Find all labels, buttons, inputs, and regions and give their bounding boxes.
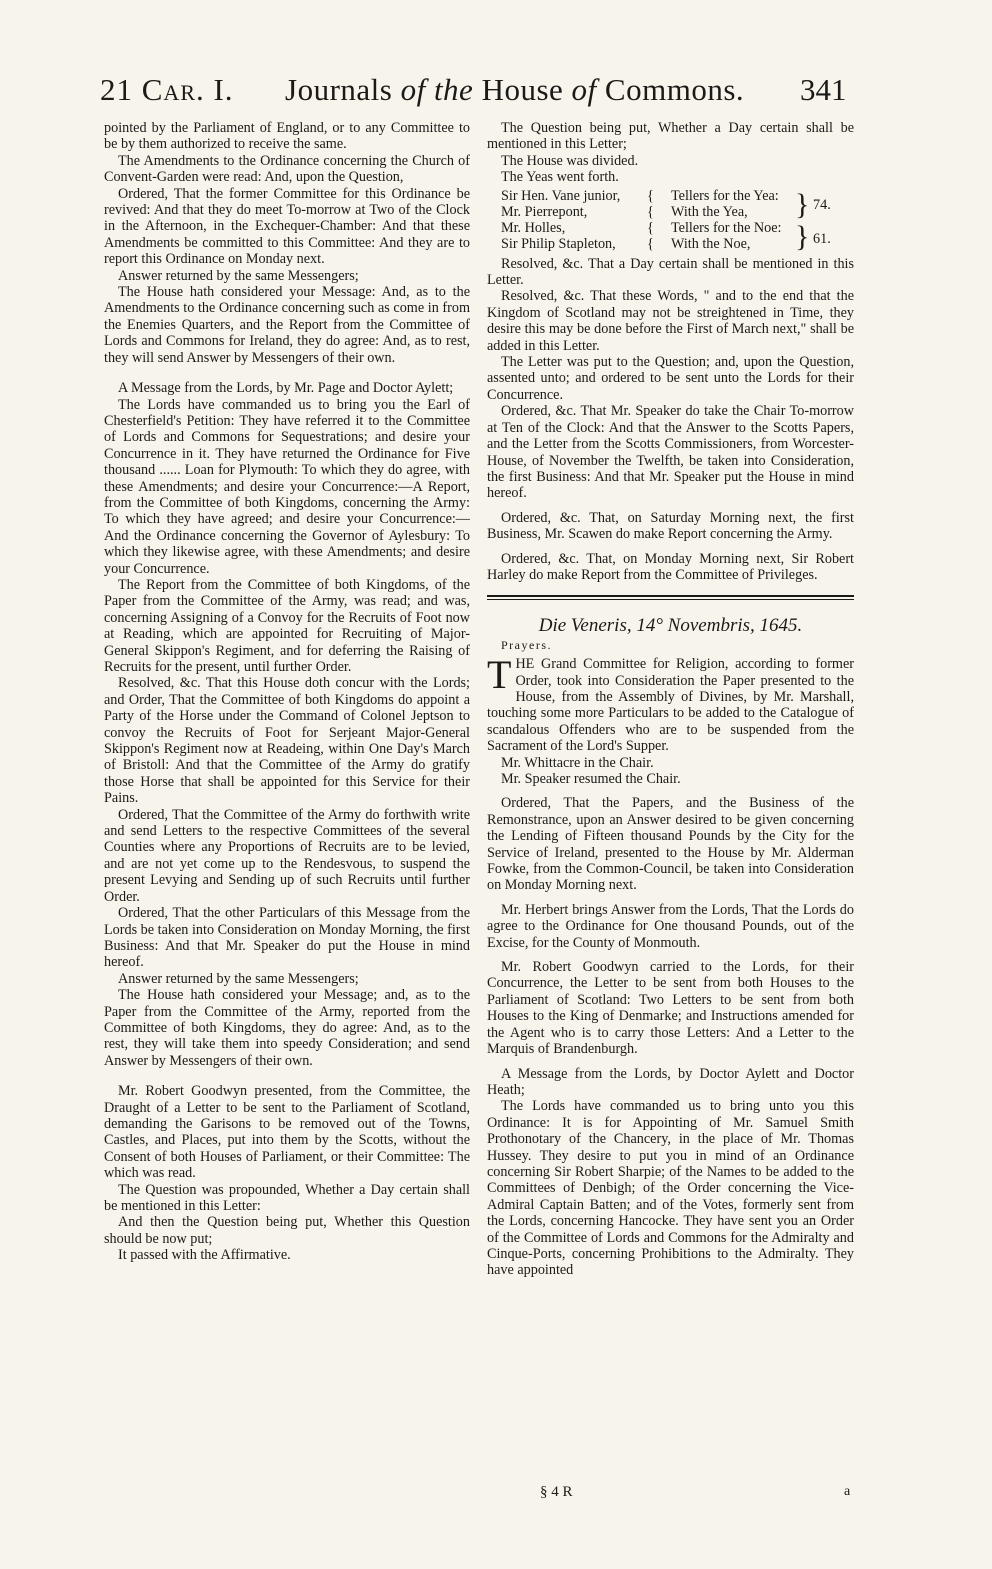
signature-mark: § 4 R [540, 1484, 573, 1500]
paragraph: It passed with the Affirmative. [118, 1247, 291, 1264]
left-column [104, 120, 470, 1264]
yea-count: 74. [813, 196, 831, 213]
paragraph: Resolved, &c. That this House doth concur with the Lords; and Order, That the Committee of both Kingdoms do appoint a Party of the Horse under the Command of Colonel Jeptson to convoy the Recruits of Foot for Serjeant Major-General Skippon's Regiment now at Readeing, within One Day's March of Bristoll: And that the Committee of the Army do gratify those Horse that shall be appointed for this Service for their Pains. [104, 675, 470, 807]
paragraph: Mr. Robert Goodwyn presented, from the Committee, the Draught of a Letter to be sent to the Parliament of Scotland, demanding the Garisons to be removed out of the Towns, Castles, and Places, put into them by the Scotts, without the Consent of both Houses of Parliament, or their Committee: The which was read. [104, 1083, 470, 1182]
paragraph: Resolved, &c. That a Day certain shall be mentioned in this Letter. [487, 255, 854, 289]
paragraph: Mr. Herbert brings Answer from the Lords, That the Lords do agree to the Ordinance for One thousand Pounds, out of the Excise, for the County of Monmouth. [487, 901, 854, 951]
paragraph: The House hath considered your Message; and, as to the Paper from the Committee of the Army, reported from the Committee of both Kingdoms, they do agree: And, as to the rest, they will take them into speedy Consideration; and send Answer by Messengers of their own. [104, 987, 470, 1069]
day-heading: Die Veneris, 14° Novembris, 1645. [538, 615, 803, 637]
prayers-label: Prayers. [501, 637, 552, 652]
paragraph: The Question being put, Whether a Day certain shall be mentioned in this Letter; [487, 120, 854, 153]
teller-name: Sir Philip Stapleton, [501, 235, 616, 252]
brace-icon: { [647, 203, 654, 220]
paragraph: Ordered, That the former Committee for this Ordinance be revived: And that they do meet To-morrow at Two of the Clock in the Afternoon, in the Exchequer-Chamber: And that these Amendments be committed to this Committee: And they are to report this Ordinance on Monday next. [104, 185, 470, 268]
paragraph: A Message from the Lords, by Doctor Aylett and Doctor Heath; [487, 1065, 854, 1098]
paragraph: The Lords have commanded us to bring unto you this Ordinance: It is for Appointing of Mr. Samuel Smith Prothonotary of the Chancery, in the place of Mr. Thomas Hussey. They desire to put you in mind of an Ordinance concerning Sir Robert Sharpie; of the Names to be added to the Committees of Denbigh; of the Order concerning the Vice-Admiral Captain Batten; and of the Votes, formerly sent from the Lords, concerning Hancocke. They have sent you an Order of the Committee of Lords and Commons for the Admiralty and Cinque-Ports, concerning Prohibitions to the Admiralty. They have appointed [487, 1098, 854, 1279]
paragraph: The Report from the Committee of both Kingdoms, of the Paper from the Committee of the Army, was read; and was, concerning Assigning of a Convoy for the Recruits of Foot now at Reading, which are appointed for Recruiting of Major-General Skippon's Regiment, and for deferring the Raising of Recruits for the present, until further Order. [104, 576, 470, 675]
paragraph: The Lords have commanded us to bring you the Earl of Chesterfield's Petition: They have referred it to the Committee of Lords and Commons for Sequestrations; and desire your Concurrence in it. They have returned the Ordinance for Five thousand ...... Loan for Plymouth: To which they do agree, with these Amendments; and desire your Concurrence:—A Report, from the Committee of both Kingdoms, concerning the Army: To which they have agreed; and desire your Concurrence:—And the Ordinance concerning the Governor of Aylesbury: To which they likewise agree, with these Amendments; and desire your Concurrence. [104, 396, 470, 577]
reign-label: 21 Car. I. [100, 72, 234, 107]
page-number: 341 [800, 72, 847, 107]
catchword: a [844, 1484, 851, 1499]
right-column [487, 120, 854, 1279]
paragraph: The Question was propounded, Whether a Day certain shall be mentioned in this Letter: [104, 1181, 470, 1214]
drop-capital: T [487, 652, 512, 698]
paragraph: Mr. Speaker resumed the Chair. [501, 771, 681, 787]
paragraph: Mr. Whittacre in the Chair. [501, 754, 654, 771]
paragraph: Ordered, That the Committee of the Army do forthwith write and send Letters to the respective Committees of the several Counties where any Proportions of Recruits are to be levied, and are not yet come up to the Rendesvous, to suspend the present Levying and Sending up of such Recruits until further Order. [104, 806, 470, 905]
paragraph: Resolved, &c. That these Words, " and to the end that the Kingdom of Scotland may not be streightened in Time, they desire this may be done before the First of March next," shall be added in this Letter. [487, 288, 854, 354]
paragraph: pointed by the Parliament of England, or to any Committee to be by them authorized to receive the same. [104, 120, 470, 153]
brace-icon: } [795, 219, 810, 253]
paragraph: THE Grand Committee for Religion, according to former Order, took into Consideration the Paper presented to the House, from the Assembly of Divines, by Mr. Marshall, touching some more Particulars to be added to the Catalogue of scandalous Offenders who are to be suspended from the Sacrament of the Lord's Supper. [487, 652, 854, 755]
paragraph: Ordered, &c. That Mr. Speaker do take the Chair To-morrow at Ten of the Clock: And that the Answer to the Scotts Papers, and the Letter from the Scotts Commissioners, from Worcester-House, of November the Twelfth, be taken into Consideration, the first Business: And that Mr. Speaker put the House in mind hereof. [487, 403, 854, 502]
section-divider [487, 595, 854, 600]
teller-name: Mr. Holles, [501, 219, 566, 236]
paragraph: And then the Question being put, Whether this Question should be now put; [104, 1214, 470, 1247]
page-header [100, 72, 860, 112]
teller-role: Tellers for the Yea: [671, 187, 779, 204]
division-tellers [487, 188, 854, 254]
teller-role: With the Yea, [671, 203, 748, 220]
brace-icon: { [647, 235, 654, 252]
paragraph: Mr. Robert Goodwyn carried to the Lords, for their Concurrence, the Letter to be sent from both Houses to the Parliament of Scotland: Two Letters to be sent from both Houses to the King of Denmarke; and Instructions amended for the Agent who is to carry those Letters: And a Letter to the Marquis of Brandenburgh. [487, 959, 854, 1058]
teller-name: Sir Hen. Vane junior, [501, 187, 621, 204]
paragraph: The Yeas went forth. [501, 169, 619, 186]
brace-icon: { [647, 187, 654, 204]
paragraph: A Message from the Lords, by Mr. Page and Doctor Aylett; [118, 380, 454, 397]
paragraph: Answer returned by the same Messengers; [118, 970, 359, 987]
noe-count: 61. [813, 230, 831, 247]
brace-icon: { [647, 219, 654, 236]
paragraph: The Letter was put to the Question; and, upon the Question, assented unto; and ordered to be sent unto the Lords for their Concurrence. [487, 354, 854, 403]
paragraph: Ordered, &c. That, on Saturday Morning next, the first Business, Mr. Scawen do make Report concerning the Army. [487, 509, 854, 543]
paragraph: The House hath considered your Message: And, as to the Amendments to the Ordinance concerning such as come in from the Enemies Quarters, and the Report from the Committee of Lords and Commons for Ireland, they do agree: And, as to rest, they will send Answer by Messengers of their own. [104, 284, 470, 366]
paragraph: The House was divided. [501, 152, 639, 169]
paragraph: Ordered, That the Papers, and the Business of the Remonstrance, upon an Answer desired to be given concerning the Lending of Fifteen thousand Pounds by the City for the Service of Ireland, presented to the House by Mr. Alderman Fowke, from the Common-Council, be taken into Consideration on Monday Morning next. [487, 795, 854, 894]
teller-role: Tellers for the Noe: [671, 219, 782, 236]
journal-title: Journals of the House of Commons. [285, 72, 745, 107]
paragraph: The Amendments to the Ordinance concerning the Church of Convent-Garden were read: And, upon the Question, [104, 152, 470, 186]
brace-icon: } [795, 187, 810, 221]
teller-role: With the Noe, [671, 235, 751, 252]
paragraph: Ordered, That the other Particulars of this Message from the Lords be taken into Consideration on Monday Morning, the first Business: And that Mr. Speaker do put the House in mind hereof. [104, 905, 470, 971]
paragraph: Ordered, &c. That, on Monday Morning next, Sir Robert Harley do make Report from the Committee of Privileges. [487, 550, 854, 583]
teller-name: Mr. Pierrepont, [501, 203, 588, 220]
paragraph: Answer returned by the same Messengers; [118, 267, 359, 284]
